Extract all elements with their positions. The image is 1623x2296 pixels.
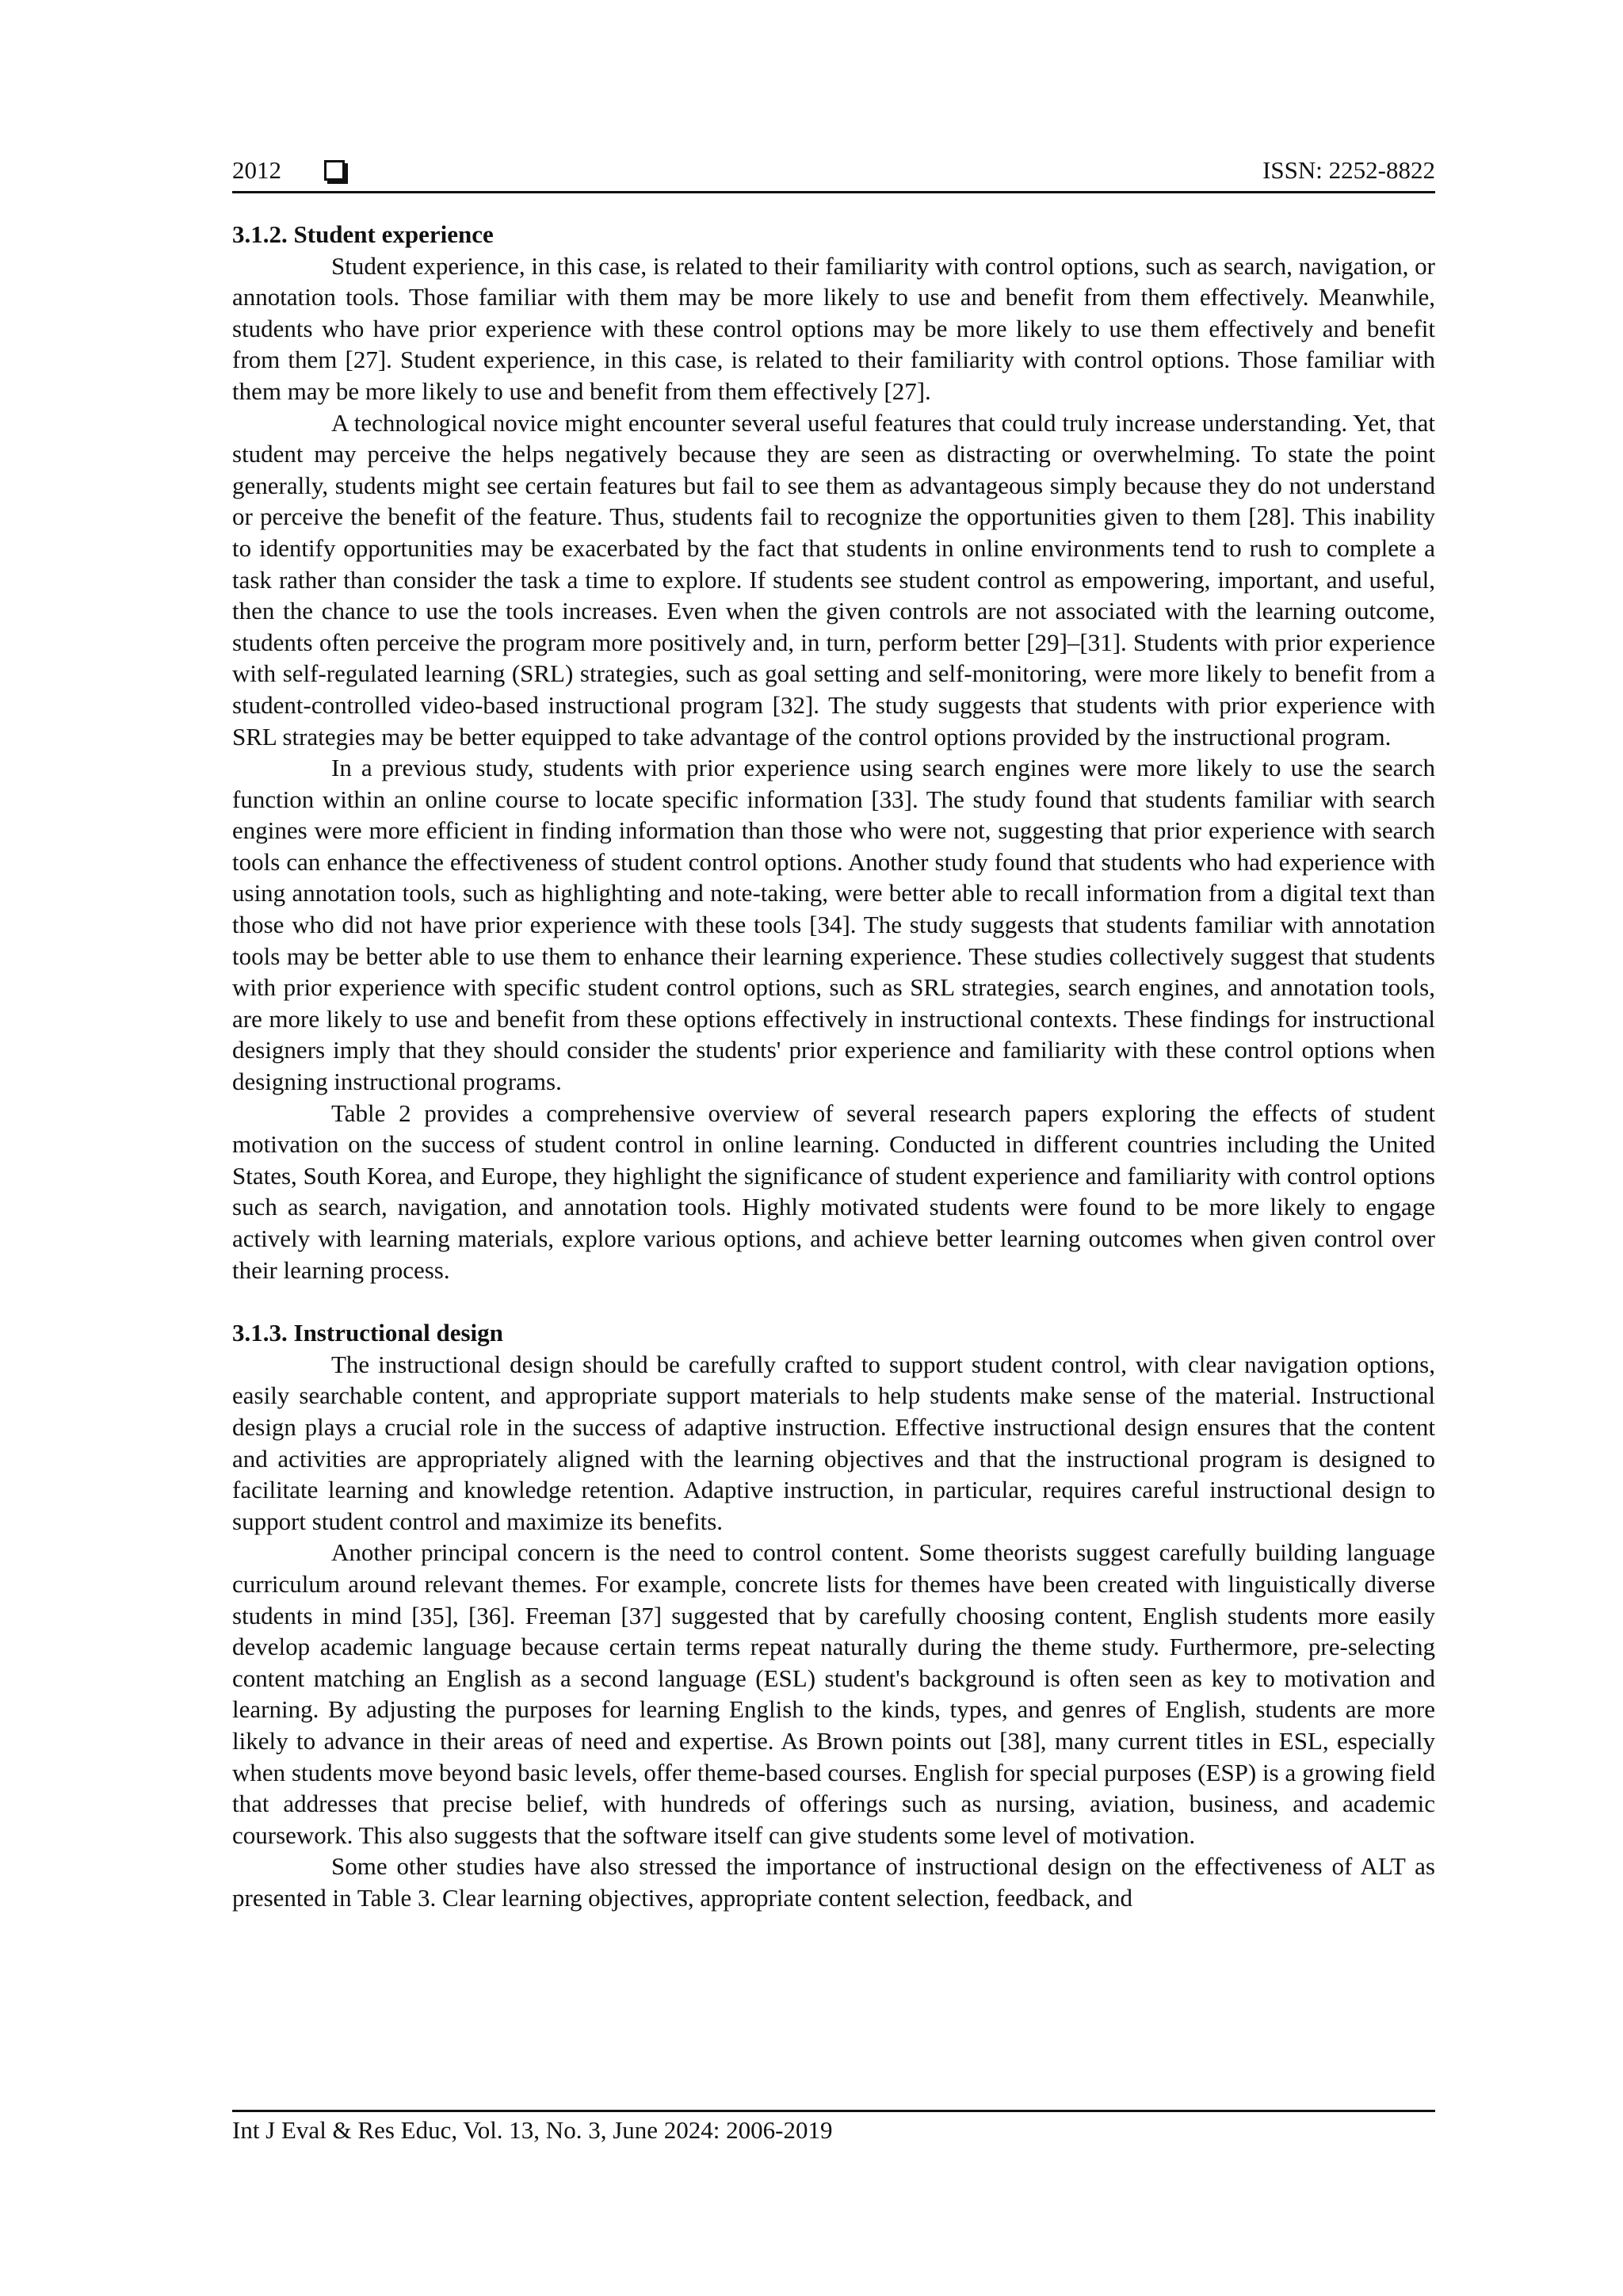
- header-rule: [232, 191, 1435, 193]
- running-header: [232, 155, 1435, 193]
- paragraph: Table 2 provides a comprehensive overview of several research papers exploring the effects of student motivation on the success of student control in online learning. Conducted in different countries including the United States, South Korea, and Europe, they highlight the significance of student experience and familiarity with control options such as search, navigation, and annotation tools. Highly motivated students were found to be more likely to engage actively with learning materials, explore various options, and achieve better learning outcomes when given control over their learning process.: [232, 1098, 1435, 1284]
- paragraph: Some other studies have also stressed the importance of instructional design on the effectiveness of ALT as presented in Table 3. Clear learning objectives, appropriate content selection, feedback, and: [232, 1852, 1435, 1912]
- square-bullet-icon: [324, 160, 345, 181]
- section-heading-student-experience: 3.1.2. Student experience: [232, 220, 494, 248]
- paragraph: A technological novice might encounter several useful features that could truly increase understanding. Yet, that student may perceive the helps negatively because they are seen as distracting or overwhelming. To state the point generally, students might see certain features but fail to see them as advantageous simply because they do not understand or perceive the benefit of the feature. Thus, students fail to recognize the opportunities given to them [28]. This inability to identify opportunities may be exacerbated by the fact that students in online environments tend to rush to complete a task rather than consider the task a time to explore. If students see student control as empowering, important, and useful, then the chance to use the tools increases. Even when the given controls are not associated with the learning outcome, students often perceive the program more positively and, in turn, perform better [29]–[31]. Students with prior experience with self-regulated learning (SRL) strategies, such as goal setting and self-monitoring, were more likely to benefit from a student-controlled video-based instructional program [32]. The study suggests that students with prior experience with SRL strategies may be better equipped to take advantage of the control options provided by the instructional program.: [232, 408, 1435, 751]
- paragraph: The instructional design should be carefully crafted to support student control, with clear navigation options, easily searchable content, and appropriate support materials to help students make sense of the material. Instructional design plays a crucial role in the success of adaptive instruction. Effective instructional design ensures that the content and activities are appropriately aligned with the learning objectives and that the instructional program is designed to facilitate learning and knowledge retention. Adaptive instruction, in particular, requires careful instructional design to support student control and maximize its benefits.: [232, 1350, 1435, 1535]
- footer-rule: [232, 2110, 1435, 2112]
- running-footer: Int J Eval & Res Educ, Vol. 13, No. 3, June 2024: 2006-2019: [232, 2116, 833, 2144]
- paragraph: Student experience, in this case, is related to their familiarity with control options, such as search, navigation, or annotation tools. Those familiar with them may be more likely to use and benefit from them effectively. Meanwhile, students who have prior experience with these control options may be more likely to use them effectively and benefit from them [27]. Student experience, in this case, is related to their familiarity with control options. Those familiar with them may be more likely to use and benefit from them effectively [27].: [232, 251, 1435, 405]
- section-heading-instructional-design: 3.1.3. Instructional design: [232, 1319, 503, 1347]
- paragraph: In a previous study, students with prior experience using search engines were more likely to use the search function within an online course to locate specific information [33]. The study found that students familiar with search engines were more efficient in finding information than those who were not, suggesting that prior experience with search tools can enhance the effectiveness of student control options. Another study found that students who had experience with using annotation tools, such as highlighting and note-taking, were better able to recall information from a digital text than those who did not have prior experience with these tools [34]. The study suggests that students familiar with annotation tools may be better able to use them to enhance their learning experience. These studies collectively suggest that students with prior experience with specific student control options, such as SRL strategies, search engines, and annotation tools, are more likely to use and benefit from these options effectively in instructional contexts. These findings for instructional designers imply that they should consider the students' prior experience and familiarity with these control options when designing instructional programs.: [232, 754, 1435, 1096]
- paragraph: Another principal concern is the need to control content. Some theorists suggest carefully building language curriculum around relevant themes. For example, concrete lists for themes have been created with linguistically diverse students in mind [35], [36]. Freeman [37] suggested that by carefully choosing content, English students more easily develop academic language because certain terms repeat naturally during the theme study. Furthermore, pre-selecting content matching an English as a second language (ESL) student's background is often seen as key to motivation and learning. By adjusting the purposes for learning English to the kinds, types, and genres of English, students are more likely to advance in their areas of need and expertise. As Brown points out [38], many current titles in ESL, especially when students move beyond basic levels, offer theme-based courses. English for special purposes (ESP) is a growing field that addresses that precise belief, with hundreds of offerings such as nursing, aviation, business, and academic coursework. This also suggests that the software itself can give students some level of motivation.: [232, 1538, 1435, 1849]
- main-text: [232, 219, 1435, 1913]
- page-number: 2012: [232, 156, 281, 184]
- issn-label: ISSN: 2252-8822: [1262, 156, 1435, 184]
